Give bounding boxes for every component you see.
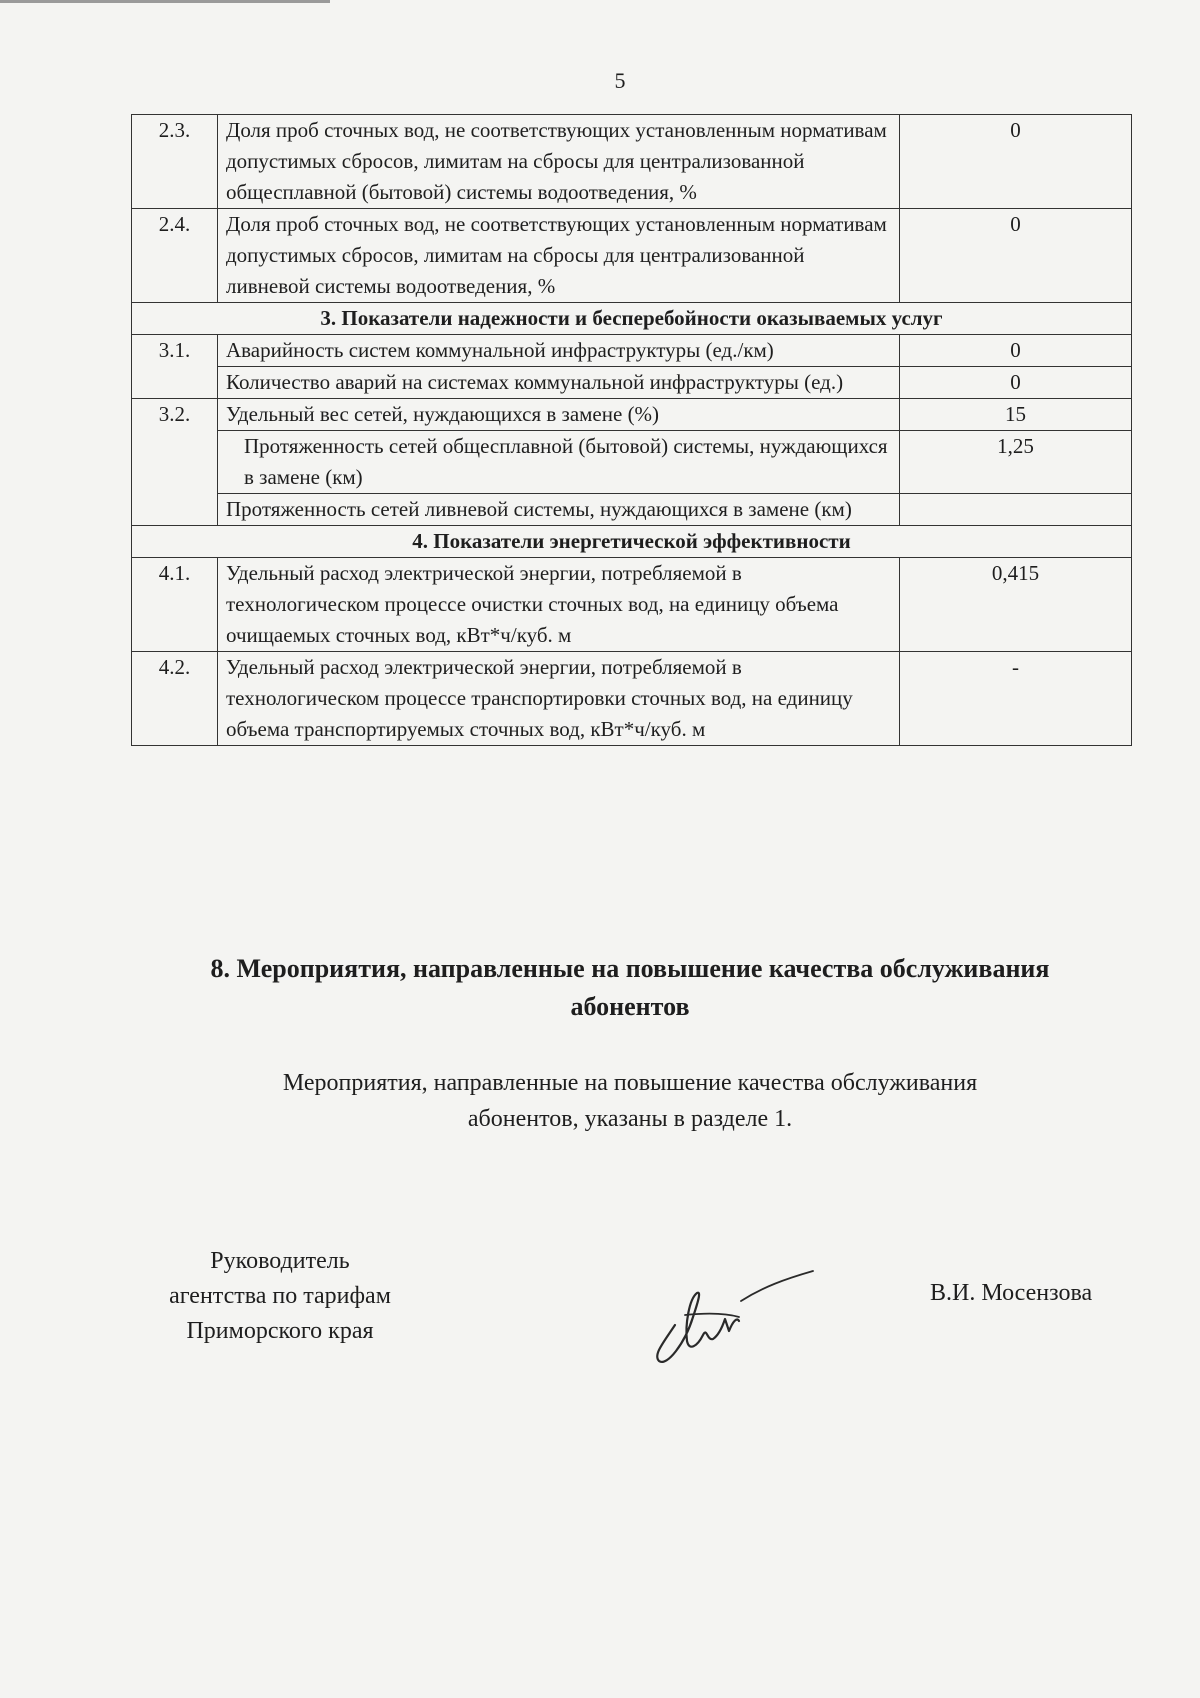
row-value: 0: [900, 335, 1132, 367]
row-value: 0: [900, 367, 1132, 399]
row-value: 0,415: [900, 558, 1132, 652]
row-number: 2.3.: [132, 115, 218, 209]
section-8-body-line: Мероприятия, направленные на повышение качества обслуживания: [282, 1070, 978, 1096]
row-description: Протяженность сетей ливневой системы, нуждающихся в замене (км): [218, 494, 900, 526]
handwritten-signature: [645, 1255, 825, 1365]
section-3-title: 3. Показатели надежности и бесперебойности оказываемых услуг: [132, 303, 1132, 335]
table-row: [132, 115, 1132, 209]
signatory-title: [130, 1244, 430, 1349]
section-4-title: 4. Показатели энергетической эффективности: [132, 526, 1132, 558]
row-description: Доля проб сточных вод, не соответствующих установленным нормативам допустимых сбросов, лимитам на сбросы для централизованной общесплавной (бытовой) системы водоотведения, %: [218, 115, 900, 209]
table-row: [132, 209, 1132, 303]
page-number: 5: [614, 68, 626, 93]
section-8-heading-line: абонентов: [570, 992, 690, 1021]
row-number: 4.2.: [132, 652, 218, 746]
indicators-table: [131, 114, 1132, 746]
signatory-title-line: Приморского края: [186, 1318, 374, 1344]
table-row: [132, 431, 1132, 494]
row-description: Аварийность систем коммунальной инфраструктуры (ед./км): [218, 335, 900, 367]
row-value: 0: [900, 115, 1132, 209]
row-description: Удельный расход электрической энергии, потребляемой в технологическом процессе очистки сточных вод, на единицу объема очищаемых сточных вод, кВт*ч/куб. м: [218, 558, 900, 652]
row-description: Удельный расход электрической энергии, потребляемой в технологическом процессе транспортировки сточных вод, на единицу объема транспортируемых сточных вод, кВт*ч/куб. м: [218, 652, 900, 746]
row-number: 3.1.: [132, 335, 218, 399]
signatory-name: В.И. Мосензова: [930, 1280, 1093, 1306]
section-8-heading-line: 8. Мероприятия, направленные на повышение качества обслуживания: [210, 954, 1050, 983]
row-number: 4.1.: [132, 558, 218, 652]
section-header-row: [132, 303, 1132, 335]
row-value: 0: [900, 209, 1132, 303]
signatory-title-line: Руководитель: [210, 1248, 350, 1274]
table-row: [132, 399, 1132, 431]
section-8-heading: [150, 950, 1110, 1026]
section-8-body-line: абонентов, указаны в разделе 1.: [467, 1106, 793, 1132]
section-header-row: [132, 526, 1132, 558]
row-value: [900, 494, 1132, 526]
table-row: [132, 652, 1132, 746]
row-value: -: [900, 652, 1132, 746]
table-row: [132, 494, 1132, 526]
row-description: Протяженность сетей общесплавной (бытовой) системы, нуждающихся в замене (км): [218, 431, 900, 494]
row-description: Количество аварий на системах коммунальной инфраструктуры (ед.): [218, 367, 900, 399]
table-row: [132, 367, 1132, 399]
row-number: 3.2.: [132, 399, 218, 526]
row-value: 1,25: [900, 431, 1132, 494]
scan-edge-line: [0, 0, 330, 3]
row-number: 2.4.: [132, 209, 218, 303]
signatory-title-line: агентства по тарифам: [169, 1283, 391, 1309]
section-8-body: [180, 1065, 1080, 1137]
table-row: [132, 335, 1132, 367]
table-row: [132, 558, 1132, 652]
row-description: Удельный вес сетей, нуждающихся в замене (%): [218, 399, 900, 431]
row-description: Доля проб сточных вод, не соответствующих установленным нормативам допустимых сбросов, лимитам на сбросы для централизованной ливневой системы водоотведения, %: [218, 209, 900, 303]
row-value: 15: [900, 399, 1132, 431]
